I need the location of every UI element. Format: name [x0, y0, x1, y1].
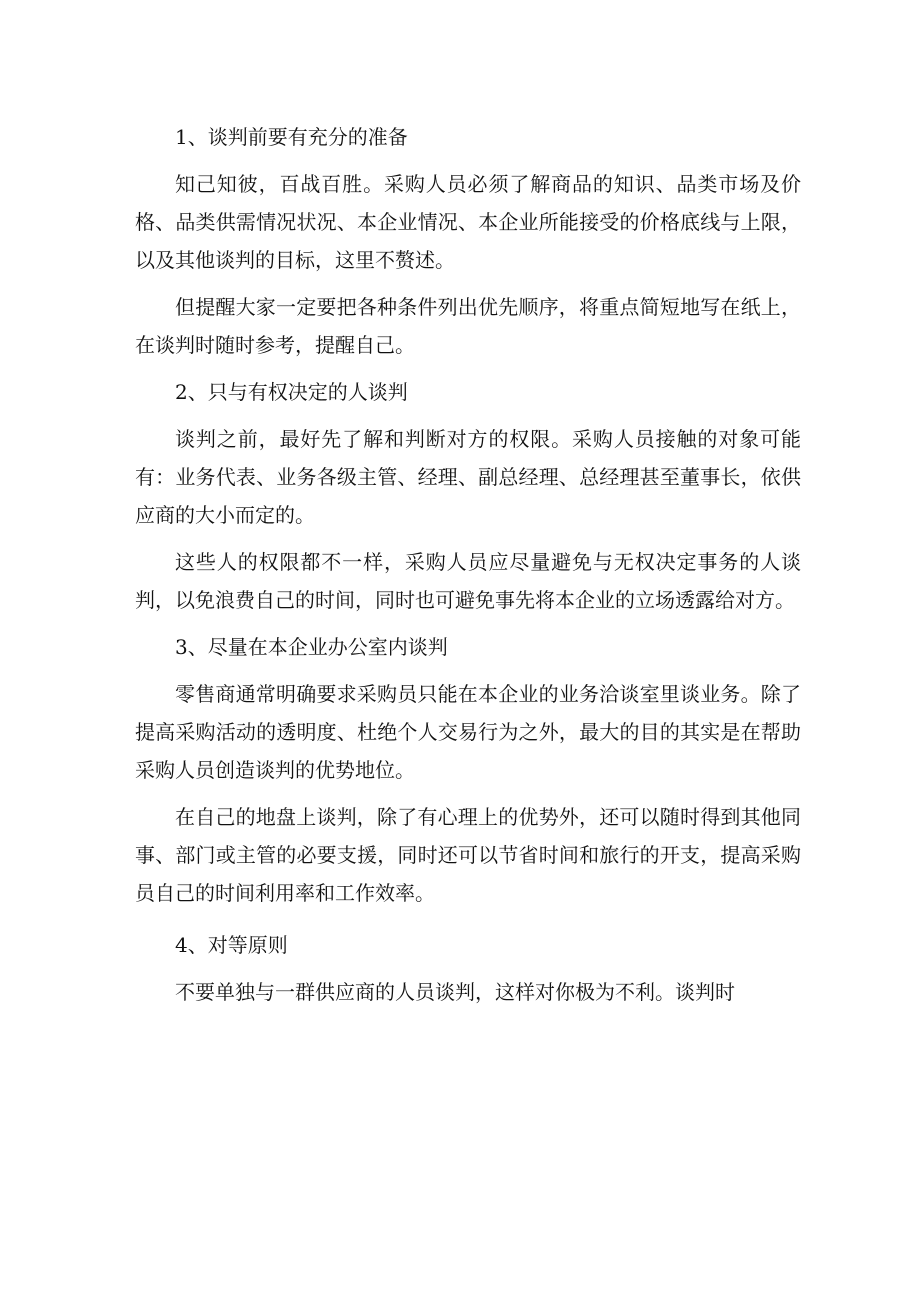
- paragraph: 但提醒大家一定要把各种条件列出优先顺序，将重点简短地写在纸上，在谈判时随时参考，提醒自己。: [135, 295, 801, 357]
- section-heading-2: 2、只与有权决定的人谈判: [175, 380, 408, 404]
- paragraph: 不要单独与一群供应商的人员谈判，这样对你极为不利。谈判时: [175, 980, 735, 1004]
- paragraph: 零售商通常明确要求采购员只能在本企业的业务洽谈室里谈业务。除了提高采购活动的透明度、杜绝个人交易行为之外，最大的目的其实是在帮助采购人员创造谈判的优势地位。: [135, 682, 801, 782]
- paragraph: 这些人的权限都不一样，采购人员应尽量避免与无权决定事务的人谈判，以免浪费自己的时间，同时也可避免事先将本企业的立场透露给对方。: [135, 550, 801, 612]
- paragraph: 在自己的地盘上谈判，除了有心理上的优势外，还可以随时得到其他同事、部门或主管的必要支援，同时还可以节省时间和旅行的开支，提高采购员自己的时间利用率和工作效率。: [135, 805, 801, 905]
- document-body: [135, 118, 801, 1020]
- paragraph: 谈判之前，最好先了解和判断对方的权限。采购人员接触的对象可能有：业务代表、业务各级主管、经理、副总经理、总经理甚至董事长，依供应商的大小而定的。: [135, 427, 801, 527]
- section-heading-1: 1、谈判前要有充分的准备: [175, 125, 408, 149]
- section-heading-3: 3、尽量在本企业办公室内谈判: [175, 635, 448, 659]
- paragraph: 知己知彼，百战百胜。采购人员必须了解商品的知识、品类市场及价格、品类供需情况状况、本企业情况、本企业所能接受的价格底线与上限，以及其他谈判的目标，这里不赘述。: [135, 172, 801, 272]
- section-heading-4: 4、对等原则: [175, 933, 288, 957]
